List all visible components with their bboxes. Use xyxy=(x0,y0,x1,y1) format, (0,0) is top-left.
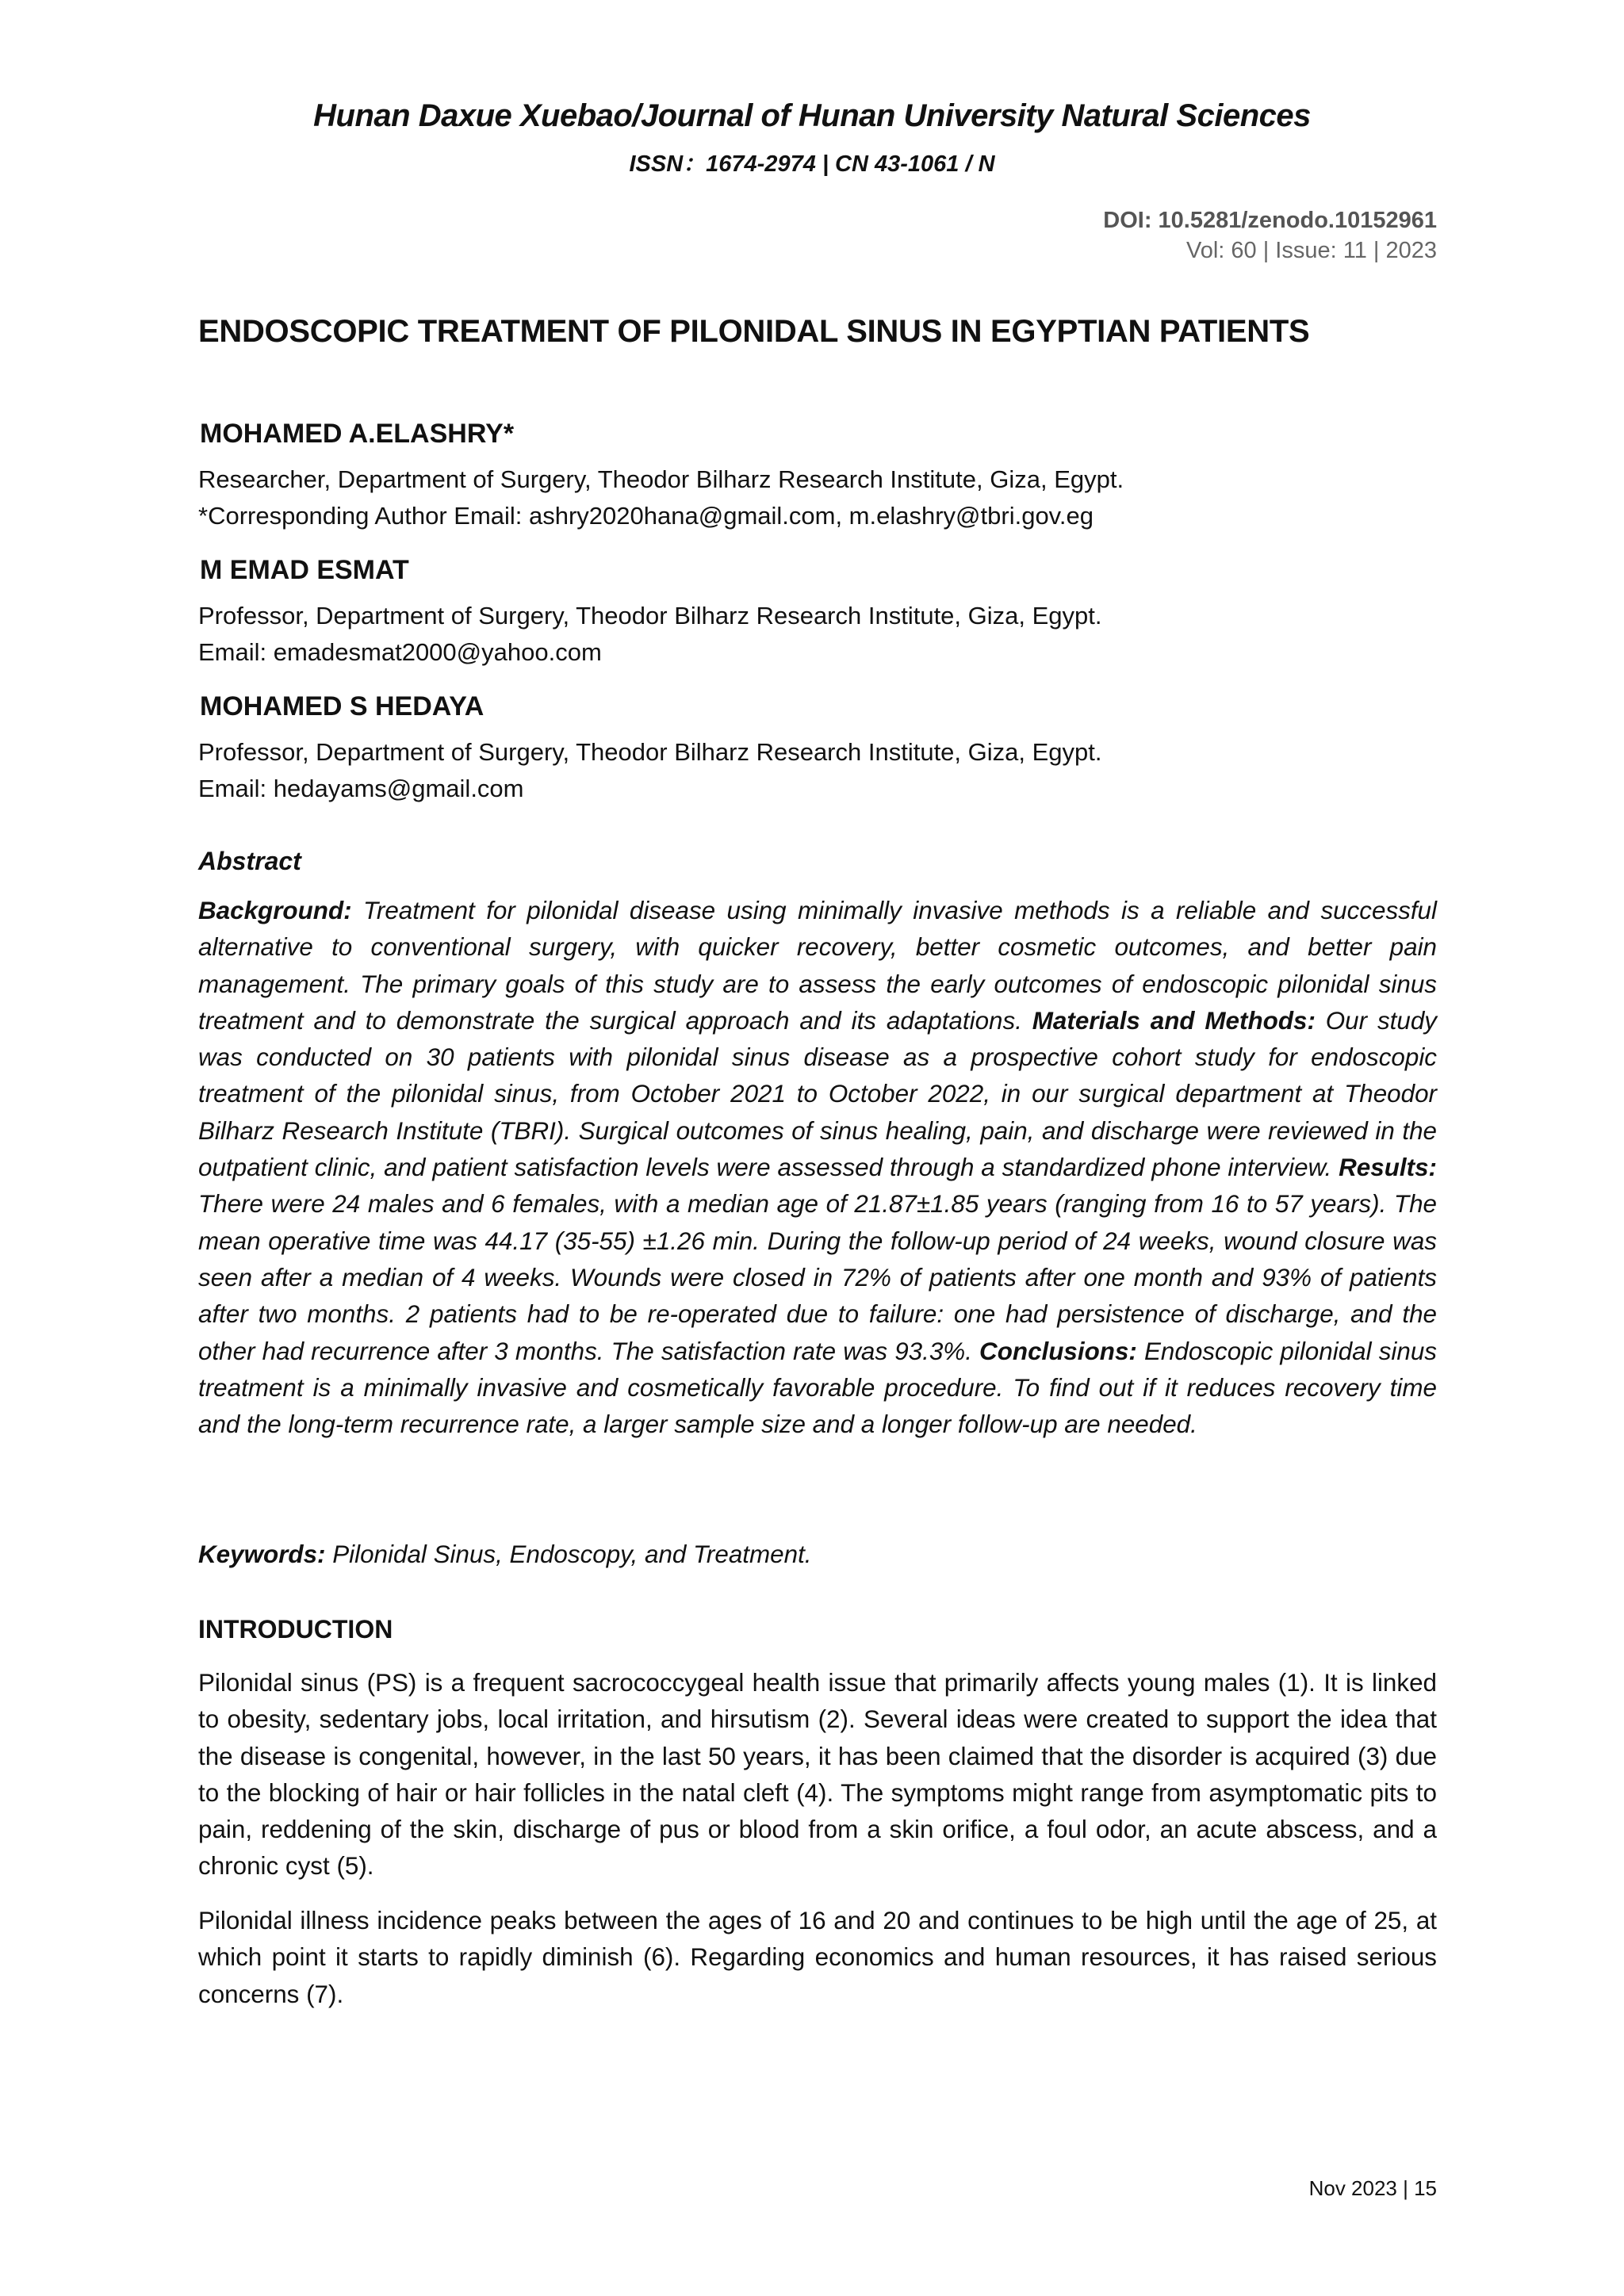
doi[interactable]: DOI: 10.5281/zenodo.10152961 xyxy=(1103,208,1437,233)
author-affiliation xyxy=(198,734,1437,807)
author-name: MOHAMED S HEDAYA xyxy=(200,691,485,721)
email-line[interactable]: Email: emadesmat2000@yahoo.com xyxy=(198,638,602,666)
journal-title: Hunan Daxue Xuebao/Journal of Hunan University Natural Sciences xyxy=(313,98,1311,133)
author-name: M EMAD ESMAT xyxy=(200,555,409,585)
abstract-results-text: There were 24 males and 6 females, with a median age of 21.87±1.85 years (ranging from 16 to 57 years). The mean operative time was 44.17 (35-55) ±1.26 min. During the follow-up period of 24 weeks, wound closure was seen after a median of 4 weeks. Wounds were closed in 72% of patients after one month and 93% of patients after two months. 2 patients had to be re-operated due to failure: one had persistence of discharge, and the other had recurrence after 3 months. The satisfaction rate was 93.3%. xyxy=(198,1190,1437,1365)
abstract-background-label: Background: xyxy=(198,897,352,924)
email-line[interactable]: *Corresponding Author Email: ashry2020hana@gmail.com, m.elashry@tbri.gov.eg xyxy=(198,502,1094,530)
abstract-heading: Abstract xyxy=(198,847,301,875)
affiliation-line: Professor, Department of Surgery, Theodor Bilharz Research Institute, Giza, Egypt. xyxy=(198,602,1102,629)
introduction-heading: INTRODUCTION xyxy=(198,1615,393,1644)
abstract-background-text: Treatment for pilonidal disease using minimally invasive methods is a reliable and successful alternative to conventional surgery, with quicker recovery, better cosmetic outcomes, and better pain management. The primary goals of this study are to assess the early outcomes of endoscopic pilonidal sinus treatment and to demonstrate the surgical approach and its adaptations. xyxy=(198,897,1437,1035)
abstract-conclusions-label: Conclusions: xyxy=(979,1337,1137,1365)
author-affiliation xyxy=(198,461,1437,534)
email-line[interactable]: Email: hedayams@gmail.com xyxy=(198,775,524,802)
author-name: MOHAMED A.ELASHRY* xyxy=(200,419,515,449)
volume-issue: Vol: 60 | Issue: 11 | 2023 xyxy=(1185,238,1437,263)
introduction-paragraph: Pilonidal sinus (PS) is a frequent sacrococcygeal health issue that primarily affects young males (1). It is linked to obesity, sedentary jobs, local irritation, and hirsutism (2). Several ideas were created to support the idea that the disease is congenital, however, in the last 50 years, it has been claimed that the disorder is acquired (3) due to the blocking of hair or hair follicles in the natal cleft (4). The symptoms might range from asymptomatic pits to pain, reddening of the skin, discharge of pus or blood from a skin orifice, a foul odor, an acute abscess, and a chronic cyst (5). xyxy=(198,1669,1437,1881)
affiliation-line: Researcher, Department of Surgery, Theodor Bilharz Research Institute, Giza, Egypt. xyxy=(198,465,1124,493)
abstract-conclusions-text: Endoscopic pilonidal sinus treatment is a minimally invasive and cosmetically favorable procedure. To find out if it reduces recovery time and the long-term recurrence rate, a larger sample size and a longer follow-up are needed. xyxy=(198,1337,1437,1439)
abstract-body xyxy=(198,893,1437,1443)
author-affiliation xyxy=(198,598,1437,671)
abstract-results-label: Results: xyxy=(1339,1154,1437,1182)
abstract-methods-label: Materials and Methods: xyxy=(1032,1006,1316,1035)
page-footer: Nov 2023 | 15 xyxy=(1308,2176,1437,2200)
keywords xyxy=(198,1540,1437,1569)
introduction-paragraph: Pilonidal illness incidence peaks between the ages of 16 and 20 and continues to be high until the age of 25, at which point it starts to rapidly diminish (6). Regarding economics and human resources, it has raised serious concerns (7). xyxy=(198,1907,1437,2008)
affiliation-line: Professor, Department of Surgery, Theodor Bilharz Research Institute, Giza, Egypt. xyxy=(198,738,1102,766)
journal-issn: ISSN：1674-2974 | CN 43-1061 / N xyxy=(629,151,995,177)
paper-title: ENDOSCOPIC TREATMENT OF PILONIDAL SINUS IN EGYPTIAN PATIENTS xyxy=(198,314,1310,349)
abstract-methods-text: Our study was conducted on 30 patients with pilonidal sinus disease as a prospective cohort study for endoscopic treatment of the pilonidal sinus, from October 2021 to October 2022, in our surgical department at Theodor Bilharz Research Institute (TBRI). Surgical outcomes of sinus healing, pain, and discharge were reviewed in the outpatient clinic, and patient satisfaction levels were assessed through a standardized phone interview. xyxy=(198,1006,1437,1182)
keywords-label: Keywords: xyxy=(198,1540,326,1568)
keywords-text: Pilonidal Sinus, Endoscopy, and Treatment. xyxy=(325,1540,812,1568)
